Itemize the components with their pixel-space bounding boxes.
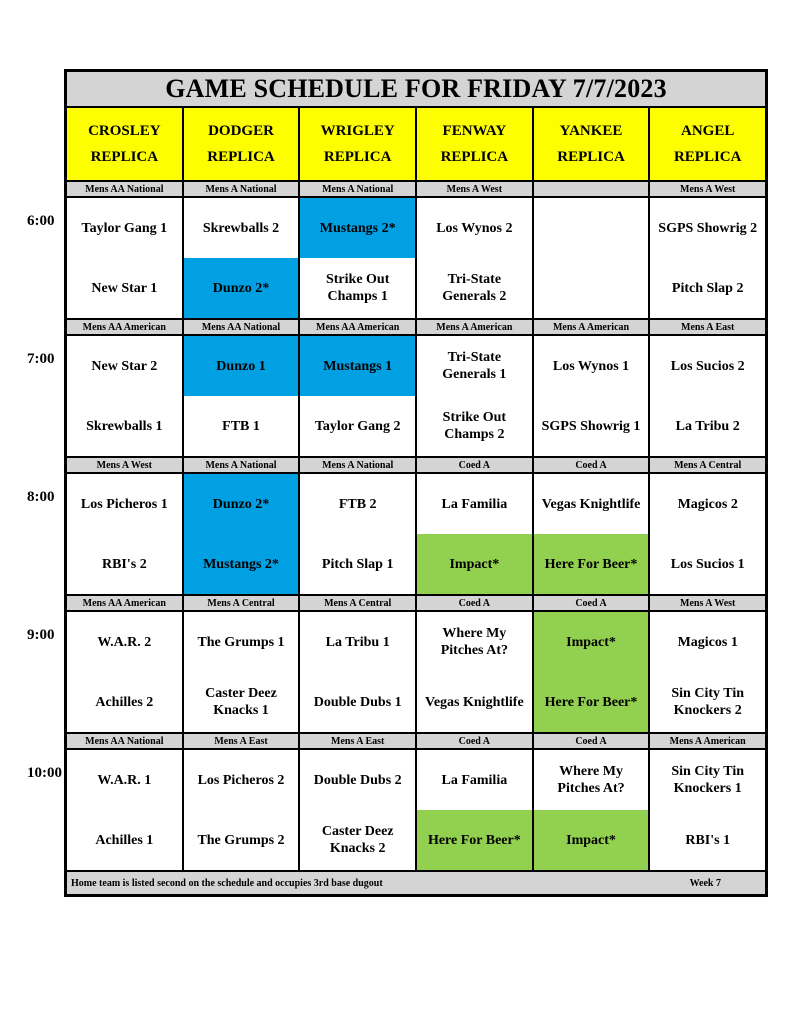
division-label: Mens A Central [674,459,742,471]
home-team-cell: Dunzo 2* [184,258,299,318]
time-slot-row [27,612,768,732]
division-label: Mens A West [417,182,534,196]
footer-note: Home team is listed second on the schedule and occupies 3rd base dugout [71,877,383,889]
home-team-cell: Skrewballs 1 [86,418,163,434]
division-row [64,318,768,336]
field-subtitle: REPLICA [673,149,742,165]
home-team-cell: Caster Deez Knacks 2 [321,824,394,856]
field-header-angel [650,108,765,180]
home-team-cell: SGPS Showrig 1 [541,418,641,434]
division-label: Mens AA National [184,320,301,334]
away-team-cell: Where My Pitches At? [440,626,508,658]
away-team-cell: Taylor Gang 1 [81,220,168,236]
division-label: Mens AA National [67,734,184,748]
away-team-cell: Los Wynos 1 [552,358,630,374]
away-team-cell: Mustangs 1 [300,336,415,396]
time-label: 9:00 [27,627,55,643]
division-label: Mens AA American [67,596,184,610]
away-team-cell: Magicos 1 [677,634,738,650]
away-team-cell: W.A.R. 1 [97,772,152,788]
home-team-cell: Here For Beer* [534,672,649,732]
away-team-cell: La Familia [441,496,508,512]
division-label: Coed A [534,596,651,610]
field-subtitle: REPLICA [557,149,625,165]
field-header-row [64,108,768,180]
away-team-cell: Vegas Knightlife [541,496,641,512]
field-header-fenway [417,108,534,180]
time-label: 10:00 [27,765,62,781]
division-label: Mens A West [67,458,184,472]
field-name: WRIGLEY [320,123,395,139]
division-label: Mens A National [184,458,301,472]
game-column [67,198,184,318]
game-column [184,336,301,456]
field-subtitle: REPLICA [90,149,159,165]
home-team-cell: Achilles 2 [95,694,154,710]
game-column [300,198,417,318]
away-team-cell: The Grumps 1 [197,634,285,650]
home-team-cell: Pitch Slap 1 [321,556,394,572]
game-column [184,198,301,318]
division-label: Mens A Central [184,596,301,610]
field-subtitle: REPLICA [440,149,509,165]
away-team-cell: SGPS Showrig 2 [658,220,758,236]
game-column [650,612,765,732]
away-team-cell: La Tribu 1 [325,634,390,650]
time-slot-row [27,198,768,318]
division-label: Mens A West [680,597,736,609]
field-name: FENWAY [442,123,507,139]
away-team-cell: Dunzo 1 [184,336,299,396]
field-name: ANGEL [681,123,735,139]
away-team-cell: Sin City Tin Knockers 1 [671,764,745,796]
away-team-cell: New Star 2 [91,358,158,374]
game-column [650,198,765,318]
game-column [534,612,651,732]
away-team-cell: La Familia [441,772,508,788]
game-column [184,612,301,732]
division-label: Mens A East [681,321,735,333]
division-label: Mens A American [534,320,651,334]
home-team-cell: New Star 1 [91,280,158,296]
division-label: Mens AA National [67,182,184,196]
home-team-cell: Here For Beer* [534,534,649,594]
division-label: Coed A [534,458,651,472]
division-label: Coed A [417,596,534,610]
away-team-cell: Los Picheros 1 [80,496,168,512]
home-team-cell [534,258,649,318]
field-header-dodger [184,108,301,180]
home-team-cell: Here For Beer* [417,810,532,870]
home-team-cell: Vegas Knightlife [425,694,524,710]
game-column [67,336,184,456]
home-team-cell: Strike Out Champs 2 [442,410,507,442]
field-subtitle: REPLICA [207,149,275,165]
home-team-cell: Double Dubs 1 [313,694,402,710]
schedule-table [27,69,768,897]
game-column [300,336,417,456]
division-label: Mens A National [300,182,417,196]
game-column [534,750,651,870]
time-slots [27,180,768,870]
division-label: Mens A National [184,182,301,196]
game-column [417,612,534,732]
home-team-cell: La Tribu 2 [675,418,740,434]
home-team-cell: Impact* [534,810,649,870]
home-team-cell: The Grumps 2 [197,832,285,848]
home-team-cell: Caster Deez Knacks 1 [205,686,277,718]
home-team-cell: FTB 1 [222,418,260,434]
division-label: Mens AA American [67,320,184,334]
game-column [417,198,534,318]
division-label: Coed A [534,734,651,748]
home-team-cell: Achilles 1 [95,832,154,848]
game-column [650,750,765,870]
division-label: Mens A East [300,734,417,748]
away-team-cell: Where My Pitches At? [557,764,625,796]
away-team-cell: Dunzo 2* [184,474,299,534]
home-team-cell: RBI's 1 [685,832,731,848]
home-team-cell: Sin City Tin Knockers 2 [671,686,745,718]
field-header-crosley [67,108,184,180]
home-team-cell: Impact* [417,534,532,594]
game-column [417,336,534,456]
division-label: Mens A American [669,735,746,747]
week-label: Week 7 [689,877,721,889]
away-team-cell [534,198,649,258]
game-column [417,750,534,870]
time-slot-row [27,474,768,594]
home-team-cell: Tri-State Generals 2 [442,272,507,304]
away-team-cell: Los Picheros 2 [197,772,285,788]
game-column [534,336,651,456]
game-column [184,750,301,870]
away-team-cell: FTB 2 [338,496,377,512]
game-column [300,612,417,732]
field-name: YANKEE [559,123,623,139]
game-column [650,474,765,594]
home-team-cell: Strike Out Champs 1 [325,272,390,304]
away-team-cell: Impact* [534,612,649,672]
field-subtitle: REPLICA [323,149,392,165]
game-column [417,474,534,594]
away-team-cell: Los Wynos 2 [436,220,513,236]
schedule-title: GAME SCHEDULE FOR FRIDAY 7/7/2023 [64,69,768,108]
game-column [534,198,651,318]
field-header-wrigley [300,108,417,180]
game-column [300,750,417,870]
game-column [300,474,417,594]
division-row [64,732,768,750]
division-label: Mens A Central [300,596,417,610]
division-label: Mens A West [680,183,736,195]
home-team-cell: Pitch Slap 2 [671,280,744,296]
away-team-cell: Double Dubs 2 [313,772,402,788]
field-name: DODGER [208,123,274,139]
division-label: Mens A American [417,320,534,334]
field-name: CROSLEY [88,123,161,139]
game-column [67,750,184,870]
away-team-cell: W.A.R. 2 [97,634,152,650]
division-row [64,180,768,198]
game-column [534,474,651,594]
division-label: Mens A National [300,458,417,472]
division-label: Coed A [417,734,534,748]
home-team-cell: RBI's 2 [101,556,147,572]
division-row [64,594,768,612]
division-label: Mens AA American [300,320,417,334]
game-column [650,336,765,456]
away-team-cell: Skrewballs 2 [202,220,280,236]
away-team-cell: Los Sucios 2 [670,358,745,374]
away-team-cell: Tri-State Generals 1 [442,350,507,382]
division-label [534,182,651,196]
time-slot-row [27,336,768,456]
home-team-cell: Mustangs 2* [184,534,299,594]
time-slot-row [27,750,768,870]
division-row [64,456,768,474]
field-header-yankee [534,108,651,180]
footer-bar [64,870,768,897]
home-team-cell: Taylor Gang 2 [314,418,401,434]
time-label: 7:00 [27,351,55,367]
game-column [67,474,184,594]
away-team-cell: Magicos 2 [677,496,738,512]
game-column [184,474,301,594]
away-team-cell: Mustangs 2* [300,198,415,258]
division-label: Mens A East [184,734,301,748]
time-label: 8:00 [27,489,55,505]
time-label: 6:00 [27,213,55,229]
game-column [67,612,184,732]
division-label: Coed A [417,458,534,472]
home-team-cell: Los Sucios 1 [670,556,745,572]
